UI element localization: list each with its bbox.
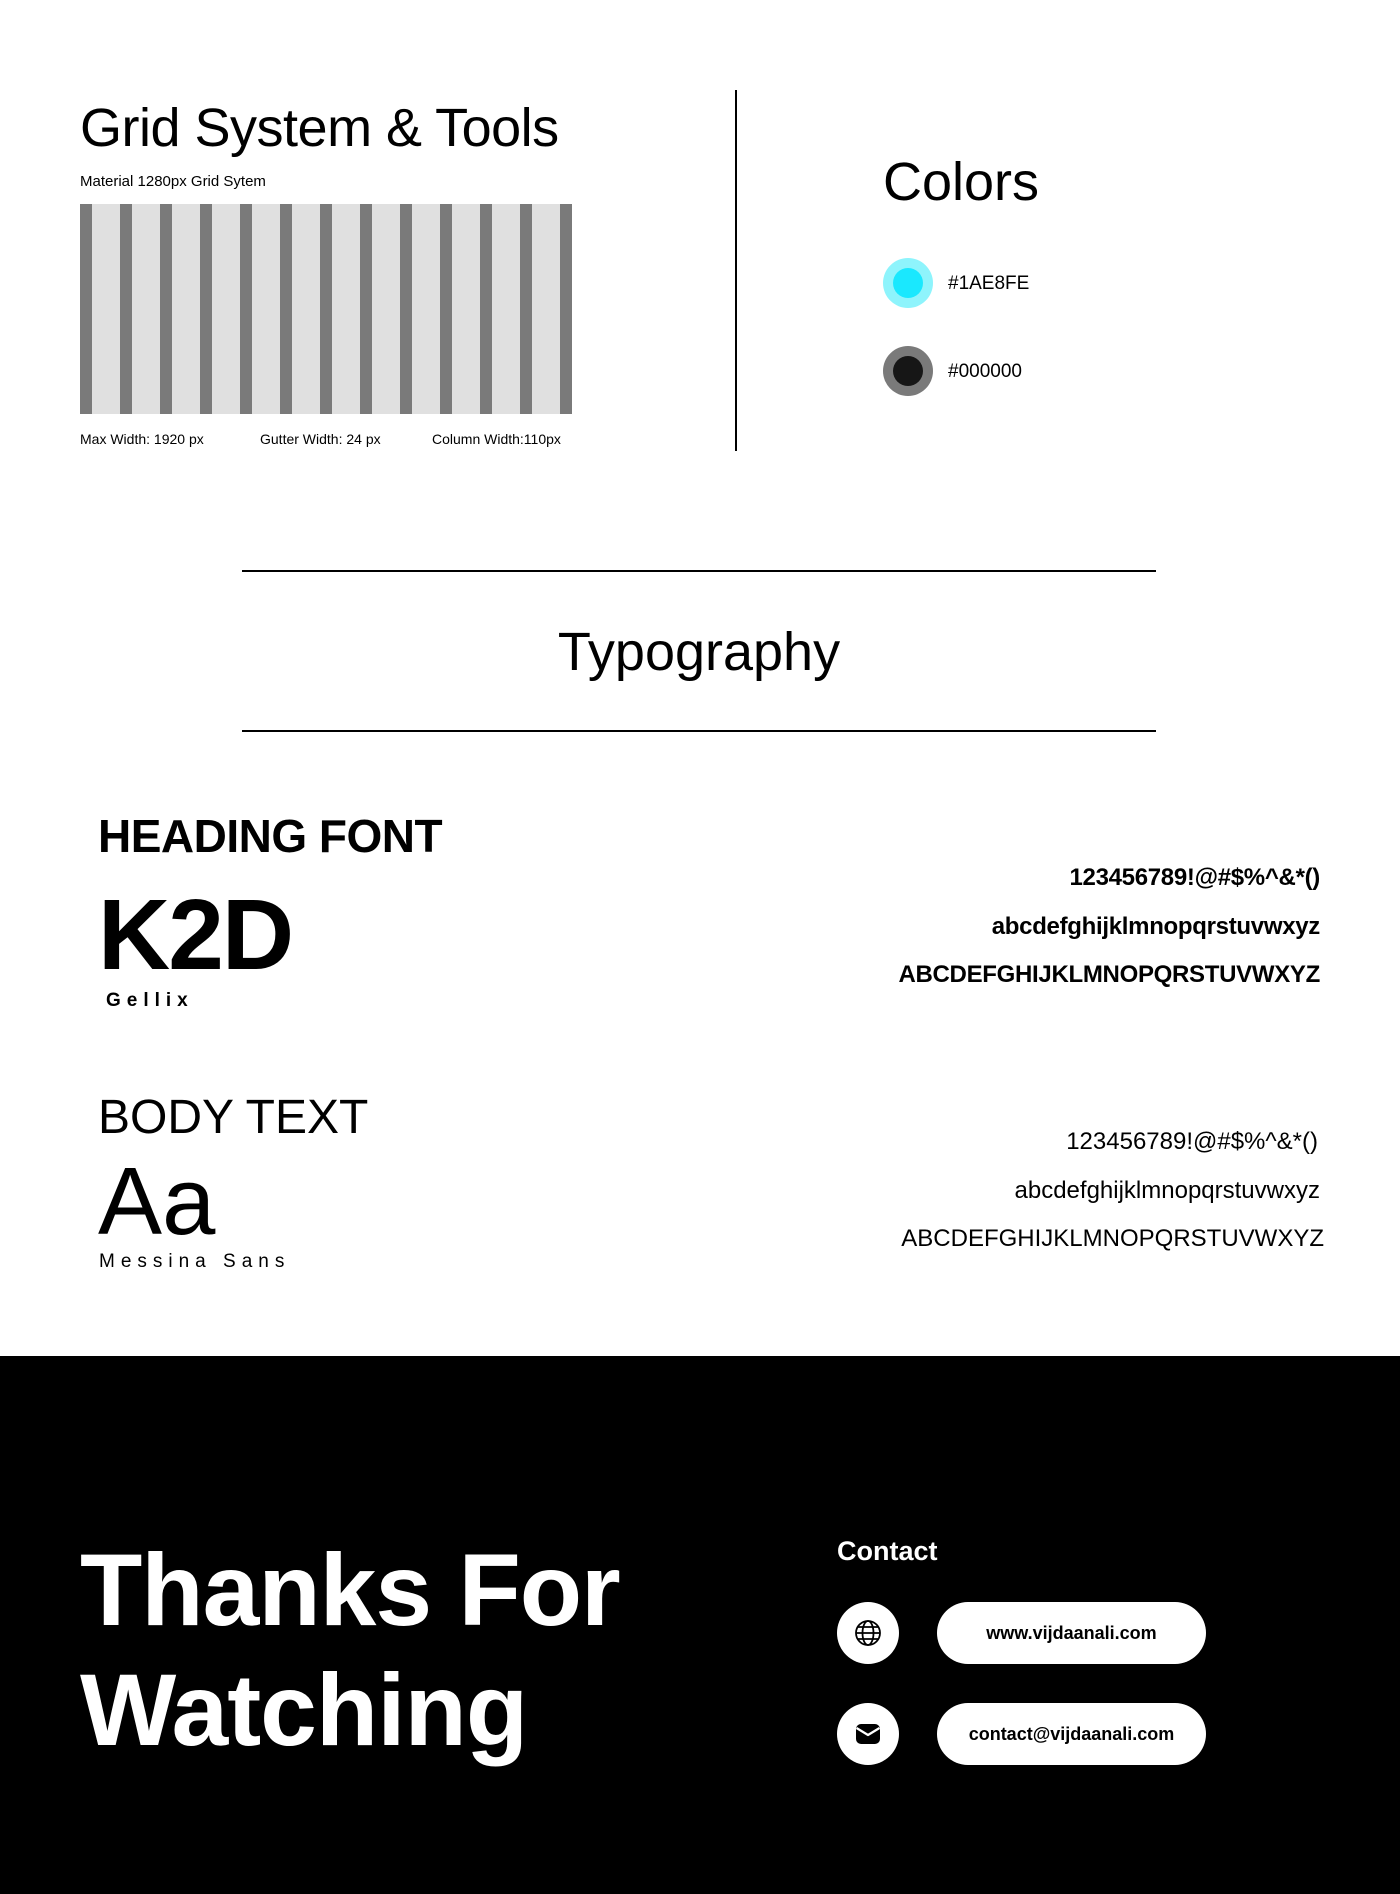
grid-column-bar (120, 204, 132, 414)
grid-column-bar (560, 204, 572, 414)
grid-column-bar (480, 204, 492, 414)
colors-section-title: Colors (883, 152, 1040, 212)
heading-font-name: Gellix (106, 990, 194, 1011)
typography-rule-top (242, 570, 1156, 572)
body-font-lowercase: abcdefghijklmnopqrstuvwxyz (1014, 1177, 1320, 1204)
color-swatch-primary-label: #1AE8FE (948, 273, 1030, 294)
globe-icon[interactable] (837, 1602, 899, 1664)
heading-font-label: HEADING FONT (98, 810, 443, 862)
thanks-heading-line-1: Thanks For (80, 1533, 620, 1647)
grid-column-bar (440, 204, 452, 414)
grid-column-bar (280, 204, 292, 414)
grid-column-bar (160, 204, 172, 414)
grid-spec-gutter-width: Gutter Width: 24 px (260, 431, 381, 447)
color-swatch-secondary-label: #000000 (948, 361, 1022, 382)
grid-spec-max-width: Max Width: 1920 px (80, 431, 204, 447)
typography-section-title: Typography (557, 622, 841, 682)
thanks-heading-line-2: Watching (80, 1653, 528, 1767)
grid-section-subtitle: Material 1280px Grid Sytem (80, 173, 266, 190)
grid-spec-column-width: Column Width:110px (432, 431, 561, 447)
email-link[interactable]: contact@vijdaanali.com (937, 1703, 1206, 1765)
grid-column-bar (240, 204, 252, 414)
grid-section-title: Grid System & Tools (80, 98, 559, 158)
footer (0, 1356, 1400, 1894)
mail-icon[interactable] (837, 1703, 899, 1765)
typography-rule-bottom (242, 730, 1156, 732)
body-font-numbers-symbols: 123456789!@#$%^&*() (1066, 1128, 1318, 1155)
color-swatch-primary-dot (893, 268, 923, 298)
body-font-label: BODY TEXT (98, 1091, 369, 1144)
grid-column-bar (200, 204, 212, 414)
color-swatch-secondary (883, 346, 933, 396)
contact-heading: Contact (837, 1536, 938, 1566)
grid-column-bar (320, 204, 332, 414)
grid-column-bar (520, 204, 532, 414)
website-link[interactable]: www.vijdaanali.com (937, 1602, 1206, 1664)
grid-column-bar (400, 204, 412, 414)
heading-font-lowercase: abcdefghijklmnopqrstuvwxyz (991, 913, 1320, 940)
grid-column-bar (80, 204, 92, 414)
body-font-uppercase: ABCDEFGHIJKLMNOPQRSTUVWXYZ (901, 1225, 1324, 1252)
heading-font-uppercase: ABCDEFGHIJKLMNOPQRSTUVWXYZ (898, 961, 1320, 988)
vertical-divider (735, 90, 737, 451)
body-font-name: Messina Sans (99, 1251, 291, 1272)
color-swatch-primary (883, 258, 933, 308)
heading-font-numbers-symbols: 123456789!@#$%^&*() (1069, 864, 1320, 891)
grid-columns-illustration (80, 204, 572, 414)
color-swatch-secondary-dot (893, 356, 923, 386)
heading-font-sample: K2D (98, 879, 293, 991)
body-font-sample: Aa (98, 1148, 216, 1255)
grid-column-bar (360, 204, 372, 414)
